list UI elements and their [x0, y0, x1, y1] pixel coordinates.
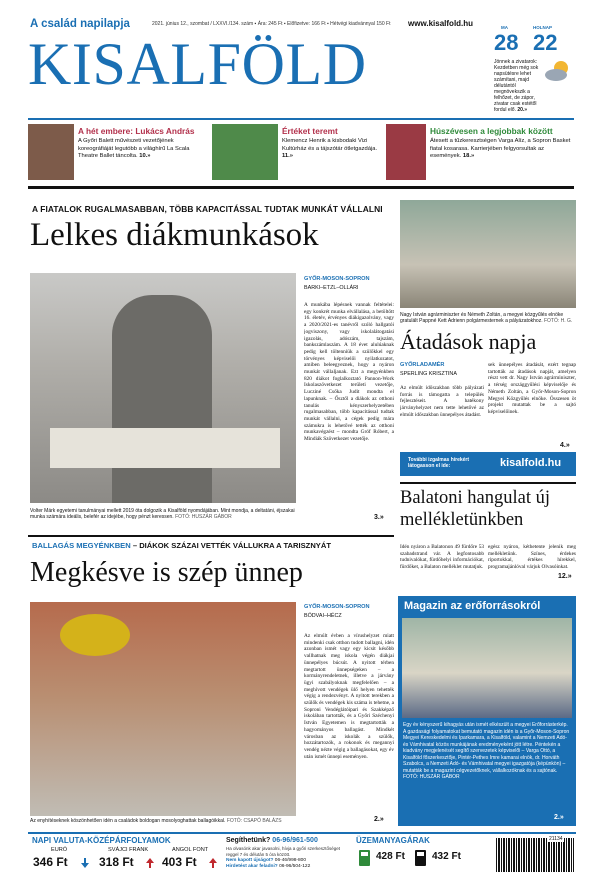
fuel-benzin-value: 428 Ft: [376, 851, 405, 862]
fuel-pump-diesel-icon: [414, 849, 430, 867]
teaser-1-photo: [28, 124, 74, 180]
teaser-1[interactable]: [28, 124, 208, 182]
fuel-pump-benzin-icon: [358, 849, 374, 867]
fx-gbp-value: 403 Ft: [162, 855, 197, 869]
website-link[interactable]: www.kisalfold.hu: [408, 19, 474, 28]
atadasok-caption: Nagy István agrárminiszter és Németh Zoltán, a megyei közgyűlés elnöke gratulált Pappné Kett Adrienn polgármesternek a pályázatokhoz. FOTÓ: H. G.: [400, 312, 573, 324]
lead-body: A munkába lépésnek vannak feltételei: egy konkrét munka elvállalása, a betöltött 16. életév, érvényes diákigazolvány, vagy a 2020/2021-es tanévről szóló hallgatói jogviszony, vagy iskolalátogatási igazolás, adószám, tajszám, bankszámlaszám. A 18 évet alulúaknak pedig kell töltenniük a szülőkkel egy törvényes képviselői nyilatkozatot, amiben beleegyeznek, hogy a nyáron munkát vállaljanak. Ezt a megyénkben 820 diákot foglalkoztató Pannon-Work Iskolaszövetkezet területi vezetője, Lucziné Csőka Judit mondta el lapunknak. – Ősztől a diákok az otthoni tanulás kényszerhelyzetében rugalmasabban, több kapacitással tudtak munkát vállalni, a cégek pedig mára számukra is lehetővé tették az otthoni munkavégzést – mondta Gróf Róbert, a Mindiák Szövetkezet vezetője.: [304, 302, 394, 443]
lead-kicker: A FIATALOK RUGALMASABBAN, TÖBB KAPACITÁSSAL TUDTAK MUNKÁT VÁLLALNI: [32, 204, 383, 214]
ballagas-more[interactable]: 2.»: [374, 816, 384, 823]
atadasok-body-right: sek ünnepélyes átadását, ezért tegnap tartották az átadások napját, amelyen részt vett dr. Nagy István agrárminiszter, a térség országgyűlési képviselője és Németh Zoltán, a Győr-Moson-Sopron Megyei Közgyűlés elnöke. Összesen öt projekt mutattak be a sajtó képviselőinek.: [488, 362, 576, 415]
teaser-3[interactable]: [386, 124, 576, 182]
promo-text: További izgalmas hírekért látogasson el ide:: [408, 457, 470, 469]
fx-gbp-up-icon: [208, 857, 218, 869]
lead-location: GYŐR-MOSON-SOPRON: [304, 276, 370, 282]
teaser-2-title: Értéket teremt: [282, 126, 338, 136]
weather-day2-label: HOLNAP: [533, 25, 552, 30]
teaser-3-photo: [386, 124, 426, 180]
promo-site: kisalfold.hu: [500, 457, 562, 469]
atadasok-location: GYŐRLADAMÉR: [400, 362, 445, 368]
help-delivery: Nem kapott újságot? 06-46/998-800: [226, 858, 307, 863]
balaton-divider: [400, 482, 576, 484]
barcode-number: 21134: [549, 836, 563, 842]
ballagas-divider: [28, 535, 394, 537]
ballagas-headline: Megkésve is szép ünnep: [30, 557, 303, 588]
barcode: [496, 838, 574, 872]
weather-day1-temp: 28: [494, 30, 519, 55]
teaser-2[interactable]: [212, 124, 382, 182]
masthead-divider: [28, 118, 574, 120]
lead-more[interactable]: 3.»: [374, 514, 384, 521]
ballagas-caption: Az enyhítéseknek köszönhetően idén a családok boldogan mosolyoghattak ballagóikkal. FOTÓ: CSAPÓ BALÁZS: [30, 818, 282, 824]
ballagas-location: GYŐR-MOSON-SOPRON: [304, 604, 370, 610]
lead-photo: [30, 273, 296, 503]
sun-cloud-icon: [544, 58, 574, 84]
ballagas-kicker: BALLAGÁS MEGYÉNKBEN – DIÁKOK SZÁZAI VETTÉK VÁLLUKRA A TARISZNYÁT: [32, 541, 331, 550]
lead-author: BARKI–ETZL–OLLÁRI: [304, 285, 359, 291]
weather-day1-label: MA: [501, 25, 508, 30]
help-text: Ha olvasónk akar javasolni, hívja a győri szerkesztőséget reggel 7 és délután 5 óra között.: [226, 846, 341, 857]
balaton-headline: Balatoni hangulat új mellékletünkben: [400, 488, 551, 530]
photo-papers: [50, 428, 280, 468]
teaser-divider: [28, 186, 574, 189]
photo-balloon: [60, 614, 130, 656]
fx-gbp-label: ANGOL FONT: [172, 847, 209, 853]
ballagas-photo: [30, 602, 296, 816]
magazin-title: Magazin az erőforrásokról: [404, 600, 541, 612]
teaser-3-text: Átesett a tűzkeresztségen Varga Alíz, a Sopron Basket fiatal kosarasa. Karrierjében felgyorsultak az események. 18.»: [430, 138, 571, 159]
help-ads: Hirdetést akar feladni? 06-96/504-122: [226, 864, 311, 869]
balaton-body-left: Idén nyáron a Balatonon 49 fürdőre 53 szabadstrand vár. A legfontosabb tudnivalókat, fürdőhelyi információkat, fürdőket, a Balaton melléklet mutatjuk.: [400, 544, 484, 571]
fuel-title: ÜZEMANYAGÁRAK: [356, 836, 430, 845]
fx-chf-label: SVÁJCI FRANK: [108, 847, 149, 853]
magazin-body: Egy év kényszerű kihagyás után ismét elkészült a megyei Erőforrásterkép. A gazdasági folyamatokat bemutató magazin idén is a Győr-Moson-Sopron Megyei Kereskedelmi és Iparkamara, a Kisalföld, valamint a Nemzeti Adó- és Vámhivatal közös munkájának eredményeként jött létre. Péntekén a kiadvány megjelenését segítő szervezetek képviselői – Varga Ottó, a Kisalföld főszerkesztője, Pintér-Pethes Imre kamarai elnök, dr. Horváth Szabolcs, a Nemzeti Adó- és Vámhivatal megyei igazgatója (képünkön) – mutatták be a magazint cégvezetőknek, vállalkozóknak és a sajtónak. FOTÓ: HUSZÁR GÁBOR: [403, 722, 570, 780]
newspaper-title: KISALFÖLD: [28, 31, 367, 97]
footer-divider: [28, 832, 576, 834]
magazin-more[interactable]: 2.»: [554, 814, 564, 821]
weather-box: [487, 18, 575, 118]
ballagas-body: Az elmúlt évben a vírushelyzet miatt mindenki csak otthon tudott ballagni, idén azonban ismét vagy egy kicsit később vallhatnak meg iskola végén diákjai ünnepélyes búcsút. A nyitott térben megtartott ünnepségeken – a kormányrendeletnek, illetve a járvány ügyi szabályoknak megfelelően – a meghívott vendégek ülő helyen tehették végig a rendezvényt. A nyitott terekben a szülők és vendégek kis száma is tehetne, a Soproni Vendéglátóipari és Szakképző iskolában tartották, és a Győri Széchenyi István Egyetemen is megtartották a hagyományos ballagást. Mindkét városban az iskolák a szülők, hozzátartozók, a rokonok és megannyi vendég nézte végig a ballagásokat, egy év után ismét ünnepi eseményen.: [304, 633, 394, 760]
help-block: Segíthetünk? 06-96/961-500: [226, 837, 318, 844]
atadasok-more[interactable]: 4.»: [560, 442, 570, 449]
promo-banner[interactable]: [400, 452, 576, 476]
magazin-photo: [402, 618, 572, 718]
teaser-1-title: A hét embere: Lukács András: [78, 126, 195, 136]
fx-chf-value: 318 Ft: [99, 855, 134, 869]
teaser-3-title: Húszévesen a legjobbak között: [430, 126, 553, 136]
fx-title: NAPI VALUTA-KÖZÉPÁRFOLYAMOK: [32, 836, 171, 845]
balaton-body-right: egész nyáron, kéthetente jelenik meg mellékletünk. Színes, érdekes riportokkal, értékes hírekkel, programajánlóval várjuk Olvasóinkat.: [488, 544, 576, 571]
atadasok-author: SPERLING KRISZTINA: [400, 371, 457, 377]
weather-day2-temp: 22: [533, 30, 558, 55]
slogan: A család napilapja: [30, 18, 130, 30]
fx-eur-label: EURÓ: [51, 847, 68, 853]
issue-line: 2021. június 12., szombat / LXXVI./134. szám ▪ Ára: 245 Ft ▪ Előfizetve: 166 Ft ▪ Hétvégi kiadvánnyal 150 Ft: [152, 21, 391, 27]
fx-eur-value: 346 Ft: [33, 855, 68, 869]
teaser-2-text: Klemencz Henrik a kisbodaki Vizi Kultúrház és a tájszótár ötletgazdája. 11.»: [282, 138, 378, 159]
lead-caption: Volter Márk egyetemi tanulmányai mellett 2019 óta dolgozik a Kisalföld nyomdájában. Mint mondja, a deltatáni, éjszakai munka számára ideális, belefér az idejébe, hogy pénzt keressen. FOTÓ: HUSZÁR GÁBOR: [30, 508, 295, 520]
weather-text: Jönnek a zivatarok: Kezdetben még sok napsütésre lehet számítani, majd délutántól megnövekszik a felhőzet, de zápor, zivatar csak estétől fordul elő. 20.»: [494, 59, 539, 113]
fx-eur-down-icon: [80, 857, 90, 869]
magazin-box: [398, 596, 576, 826]
atadasok-body-left: Az elmúlt időszakban több pályázati forrás is támogatta a település fejlesztéseit. A hatékony járványhelyzet nem tette lehetővé az elmúlt időszakban ünnepélyes átadást.: [400, 385, 484, 418]
fuel-diesel-value: 432 Ft: [432, 851, 461, 862]
photo-figure: [112, 295, 212, 503]
teaser-1-text: A Győri Balett művészeti vezetőjének koreográfiáját legutóbb a világhírű La Scala Theatre Ballet táncolta. 10.»: [78, 138, 190, 159]
ballagas-author: BÖDVAI–HÉCZ: [304, 613, 342, 619]
teaser-2-photo: [212, 124, 278, 180]
lead-headline: Lelkes diákmunkások: [30, 217, 319, 253]
balaton-more[interactable]: 12.»: [558, 573, 572, 580]
atadasok-photo: [400, 200, 576, 308]
atadasok-headline: Átadások napja: [400, 329, 537, 354]
fx-chf-up-icon: [145, 857, 155, 869]
